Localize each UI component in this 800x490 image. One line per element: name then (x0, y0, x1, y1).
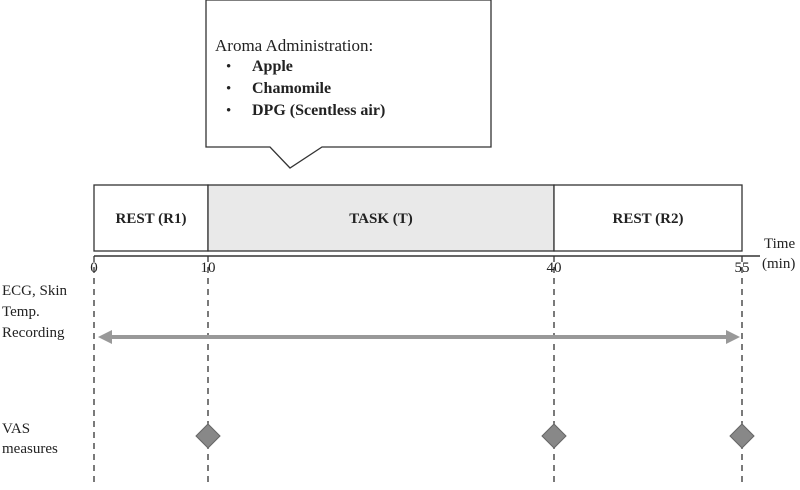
callout-heading: Aroma Administration: (215, 36, 374, 55)
callout-item-2: Chamomile (252, 80, 332, 97)
vas-marker-10 (196, 424, 220, 448)
vas-label-line-2: measures (2, 441, 58, 457)
phase-label-3: REST (R2) (612, 211, 684, 227)
recording-arrowhead-start (98, 330, 112, 344)
vas-marker-55 (730, 424, 754, 448)
callout-bullet-1: • (226, 59, 232, 75)
callout-bullet-2: • (226, 81, 232, 97)
recording-label-line-2: Temp. (2, 304, 40, 320)
vas-markers (196, 424, 754, 448)
vas-row-label (2, 421, 58, 457)
recording-span (98, 330, 740, 344)
phase-bar (94, 185, 742, 251)
vas-marker-40 (542, 424, 566, 448)
recording-label-line-3: Recording (2, 325, 65, 341)
callout-item-3: DPG (Scentless air) (252, 102, 386, 119)
time-guides (90, 256, 749, 485)
phase-label-2: TASK (T) (349, 211, 413, 227)
time-tick-0: 0 (90, 260, 98, 276)
time-tick-40: 40 (546, 260, 562, 276)
callout-item-1: Apple (252, 58, 293, 75)
time-tick-55: 55 (734, 260, 750, 276)
aroma-callout (206, 0, 491, 168)
time-axis-label-time: Time (764, 236, 796, 252)
callout-shape (206, 0, 491, 168)
vas-label-line-1: VAS (2, 421, 31, 437)
phase-label-1: REST (R1) (115, 211, 187, 227)
callout-bullet-3: • (226, 103, 232, 119)
time-tick-10: 10 (200, 260, 216, 276)
recording-arrowhead-end (726, 330, 740, 344)
time-axis-label-unit: (min) (762, 256, 796, 272)
recording-row-label (2, 283, 68, 341)
recording-label-line-1: ECG, Skin (2, 283, 68, 299)
